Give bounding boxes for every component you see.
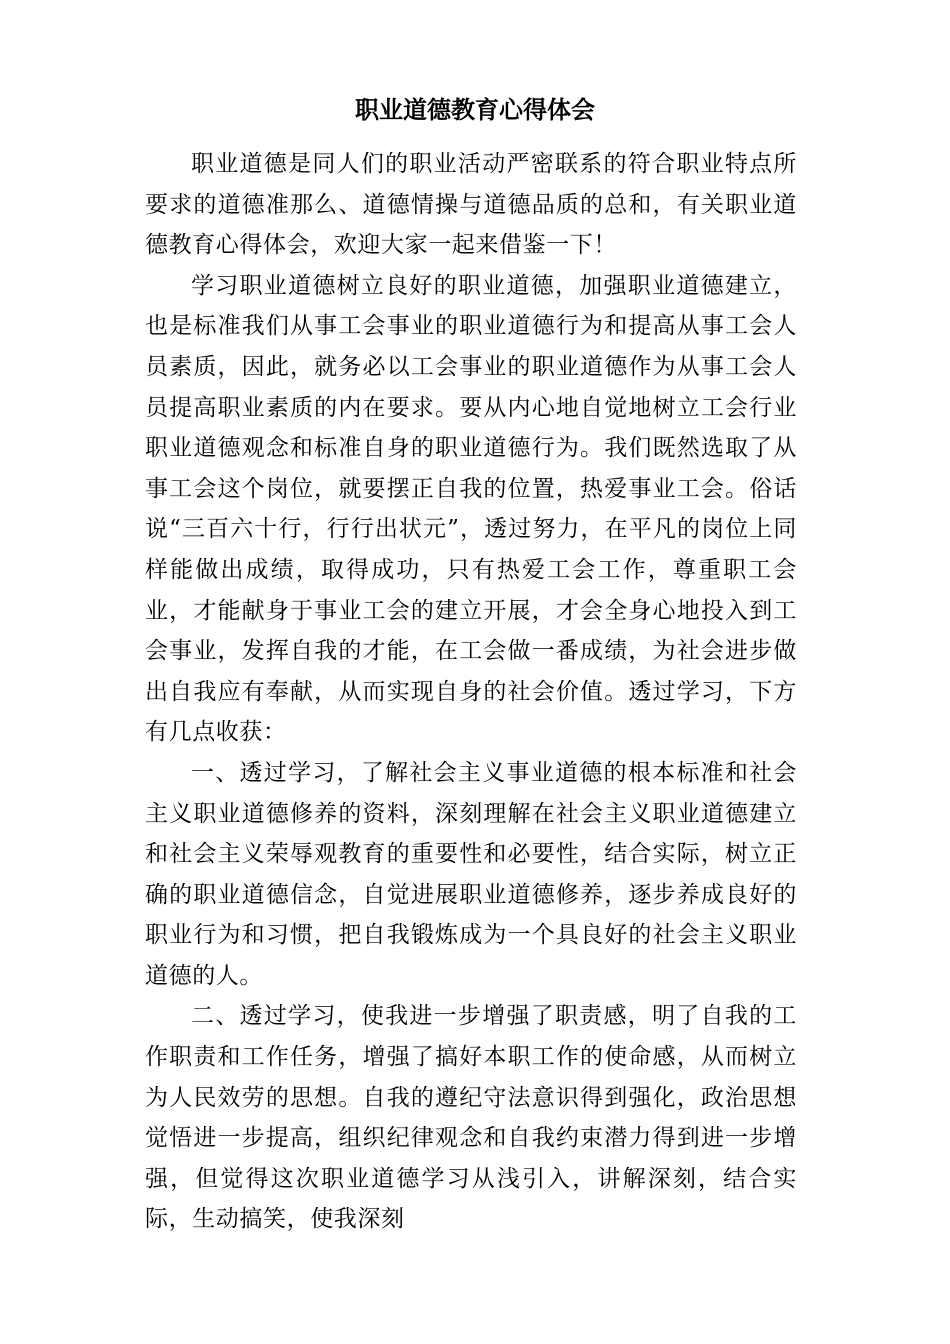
paragraph-point-one: 一、透过学习，了解社会主义事业道德的根本标准和社会主义职业道德修养的资料，深刻理解在社会主义职业道德建立和社会主义荣辱观教育的重要性和必要性，结合实际，树立正确的职业道德信念，自觉进展职业道德修养，逐步养成良好的职业行为和习惯，把自我锻炼成为一个具良好的社会主义职业道德的人。 [145, 759, 797, 989]
document-title: 职业道德教育心得体会 [355, 96, 595, 124]
paragraph-point-two: 二、透过学习，使我进一步增强了职责感，明了自我的工作职责和工作任务，增强了搞好本职工作的使命感，从而树立为人民效劳的思想。自我的遵纪守法意识得到强化，政治思想觉悟进一步提高，组织纪律观念和自我约束潜力得到进一步增强，但觉得这次职业道德学习从浅引入，讲解深刻，结合实际，生动搞笑，使我深刻 [145, 1003, 797, 1233]
document-body [145, 144, 797, 1240]
paragraph-intro: 职业道德是同人们的职业活动严密联系的符合职业特点所要求的道德准那么、道德情操与道德品质的总和，有关职业道德教育心得体会，欢迎大家一起来借鉴一下！ [145, 151, 797, 259]
paragraph-learning: 学习职业道德树立良好的职业道德，加强职业道德建立，也是标准我们从事工会事业的职业道德行为和提高从事工会人员素质，因此，就务必以工会事业的职业道德作为从事工会人员提高职业素质的内在要求。要从内心地自觉地树立工会行业职业道德观念和标准自身的职业道德行为。我们既然选取了从事工会这个岗位，就要摆正自我的位置，热爱事业工会。俗话说“三百六十行，行行出状元”，透过努力，在平凡的岗位上同样能做出成绩，取得成功，只有热爱工会工作，尊重职工会业，才能献身于事业工会的建立开展，才会全身心地投入到工会事业，发挥自我的才能，在工会做一番成绩，为社会进步做出自我应有奉献，从而实现自身的社会价值。透过学习，下方有几点收获： [145, 272, 797, 746]
